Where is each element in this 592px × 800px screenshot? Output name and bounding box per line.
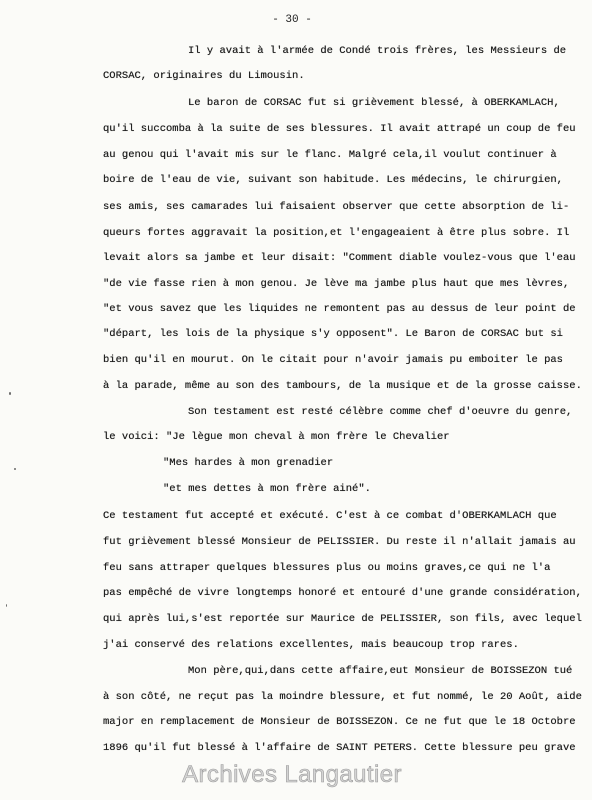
text-line: pas empêché de vivre longtemps honoré et entouré d'une grande considération, bbox=[103, 587, 582, 599]
text-line: major en remplacement de Monsieur de BOISSEZON. Ce ne fut que le 18 Octobre bbox=[103, 716, 576, 728]
text-line: Ce testament fut accepté et exécuté. C'est à ce combat d'OBERKAMLACH que bbox=[103, 510, 557, 522]
text-line: à son côté, ne reçut pas la moindre blessure, et fut nommé, le 20 Août, aide bbox=[103, 691, 582, 703]
text-line: Mon père,qui,dans cette affaire,eut Monsieur de BOISSEZON tué bbox=[188, 665, 573, 677]
scan-speck bbox=[14, 468, 16, 470]
text-line: "et vous savez que les liquides ne remontent pas au dessus de leur point de bbox=[103, 303, 576, 315]
text-line: "Mes hardes à mon grenadier bbox=[163, 457, 334, 469]
text-line: "départ, les lois de la physique s'y opposent". Le Baron de CORSAC but si bbox=[103, 328, 563, 340]
scan-speck bbox=[6, 604, 7, 607]
text-line: Son testament est resté célèbre comme chef d'oeuvre du genre, bbox=[188, 406, 573, 418]
text-line: ses amis, ses camarades lui faisaient observer que cette absorption de li- bbox=[103, 201, 570, 213]
text-line: queurs fortes aggravait la position,et l'engageaient à être plus sobre. Il bbox=[103, 227, 570, 239]
archive-watermark: Archives Langautier bbox=[182, 761, 402, 788]
scan-speck bbox=[9, 392, 11, 395]
text-line: j'ai conservé des relations excellentes, mais beaucoup trop rares. bbox=[103, 639, 519, 651]
text-line: "de vie fasse rien à mon genou. Je lève ma jambe plus haut que mes lèvres, bbox=[103, 278, 570, 290]
text-line: feu sans attraper quelques blessures plus ou moins graves,ce qui ne l'a bbox=[103, 562, 551, 574]
page-number: - 30 - bbox=[272, 14, 312, 26]
text-line: qu'il succomba à la suite de ses blessures. Il avait attrapé un coup de feu bbox=[103, 123, 576, 135]
text-line: qui après lui,s'est reportée sur Maurice de PELISSIER, son fils, avec lequel bbox=[103, 613, 582, 625]
text-line: fut grièvement blessé Monsieur de PELISSIER. Du reste il n'allait jamais au bbox=[103, 536, 576, 548]
text-line: "et mes dettes à mon frère ainé". bbox=[163, 483, 371, 495]
text-line: Le baron de CORSAC fut si grièvement blessé, à OBERKAMLACH, bbox=[188, 97, 560, 109]
text-line: le voici: "Je lègue mon cheval à mon frère le Chevalier bbox=[103, 431, 450, 443]
text-line: boire de l'eau de vie, suivant son habitude. Les médecins, le chirurgien, bbox=[103, 174, 563, 186]
text-line: CORSAC, originaires du Limousin. bbox=[103, 70, 305, 82]
text-line: bien qu'il en mourut. On le citait pour n'avoir jamais pu emboiter le pas bbox=[103, 354, 563, 366]
text-line: levait alors sa jambe et leur disait: "Comment diable voulez-vous que l'eau bbox=[103, 252, 576, 264]
text-line: 1896 qu'il fut blessé à l'affaire de SAINT PETERS. Cette blessure peu grave bbox=[103, 742, 576, 754]
text-line: à la parade, même au son des tambours, de la musique et de la grosse caisse. bbox=[103, 380, 582, 392]
text-line: Il y avait à l'armée de Condé trois frères, les Messieurs de bbox=[188, 45, 567, 57]
text-line: au genou qui l'avait mis sur le flanc. Malgré cela,il voulut continuer à bbox=[103, 149, 557, 161]
